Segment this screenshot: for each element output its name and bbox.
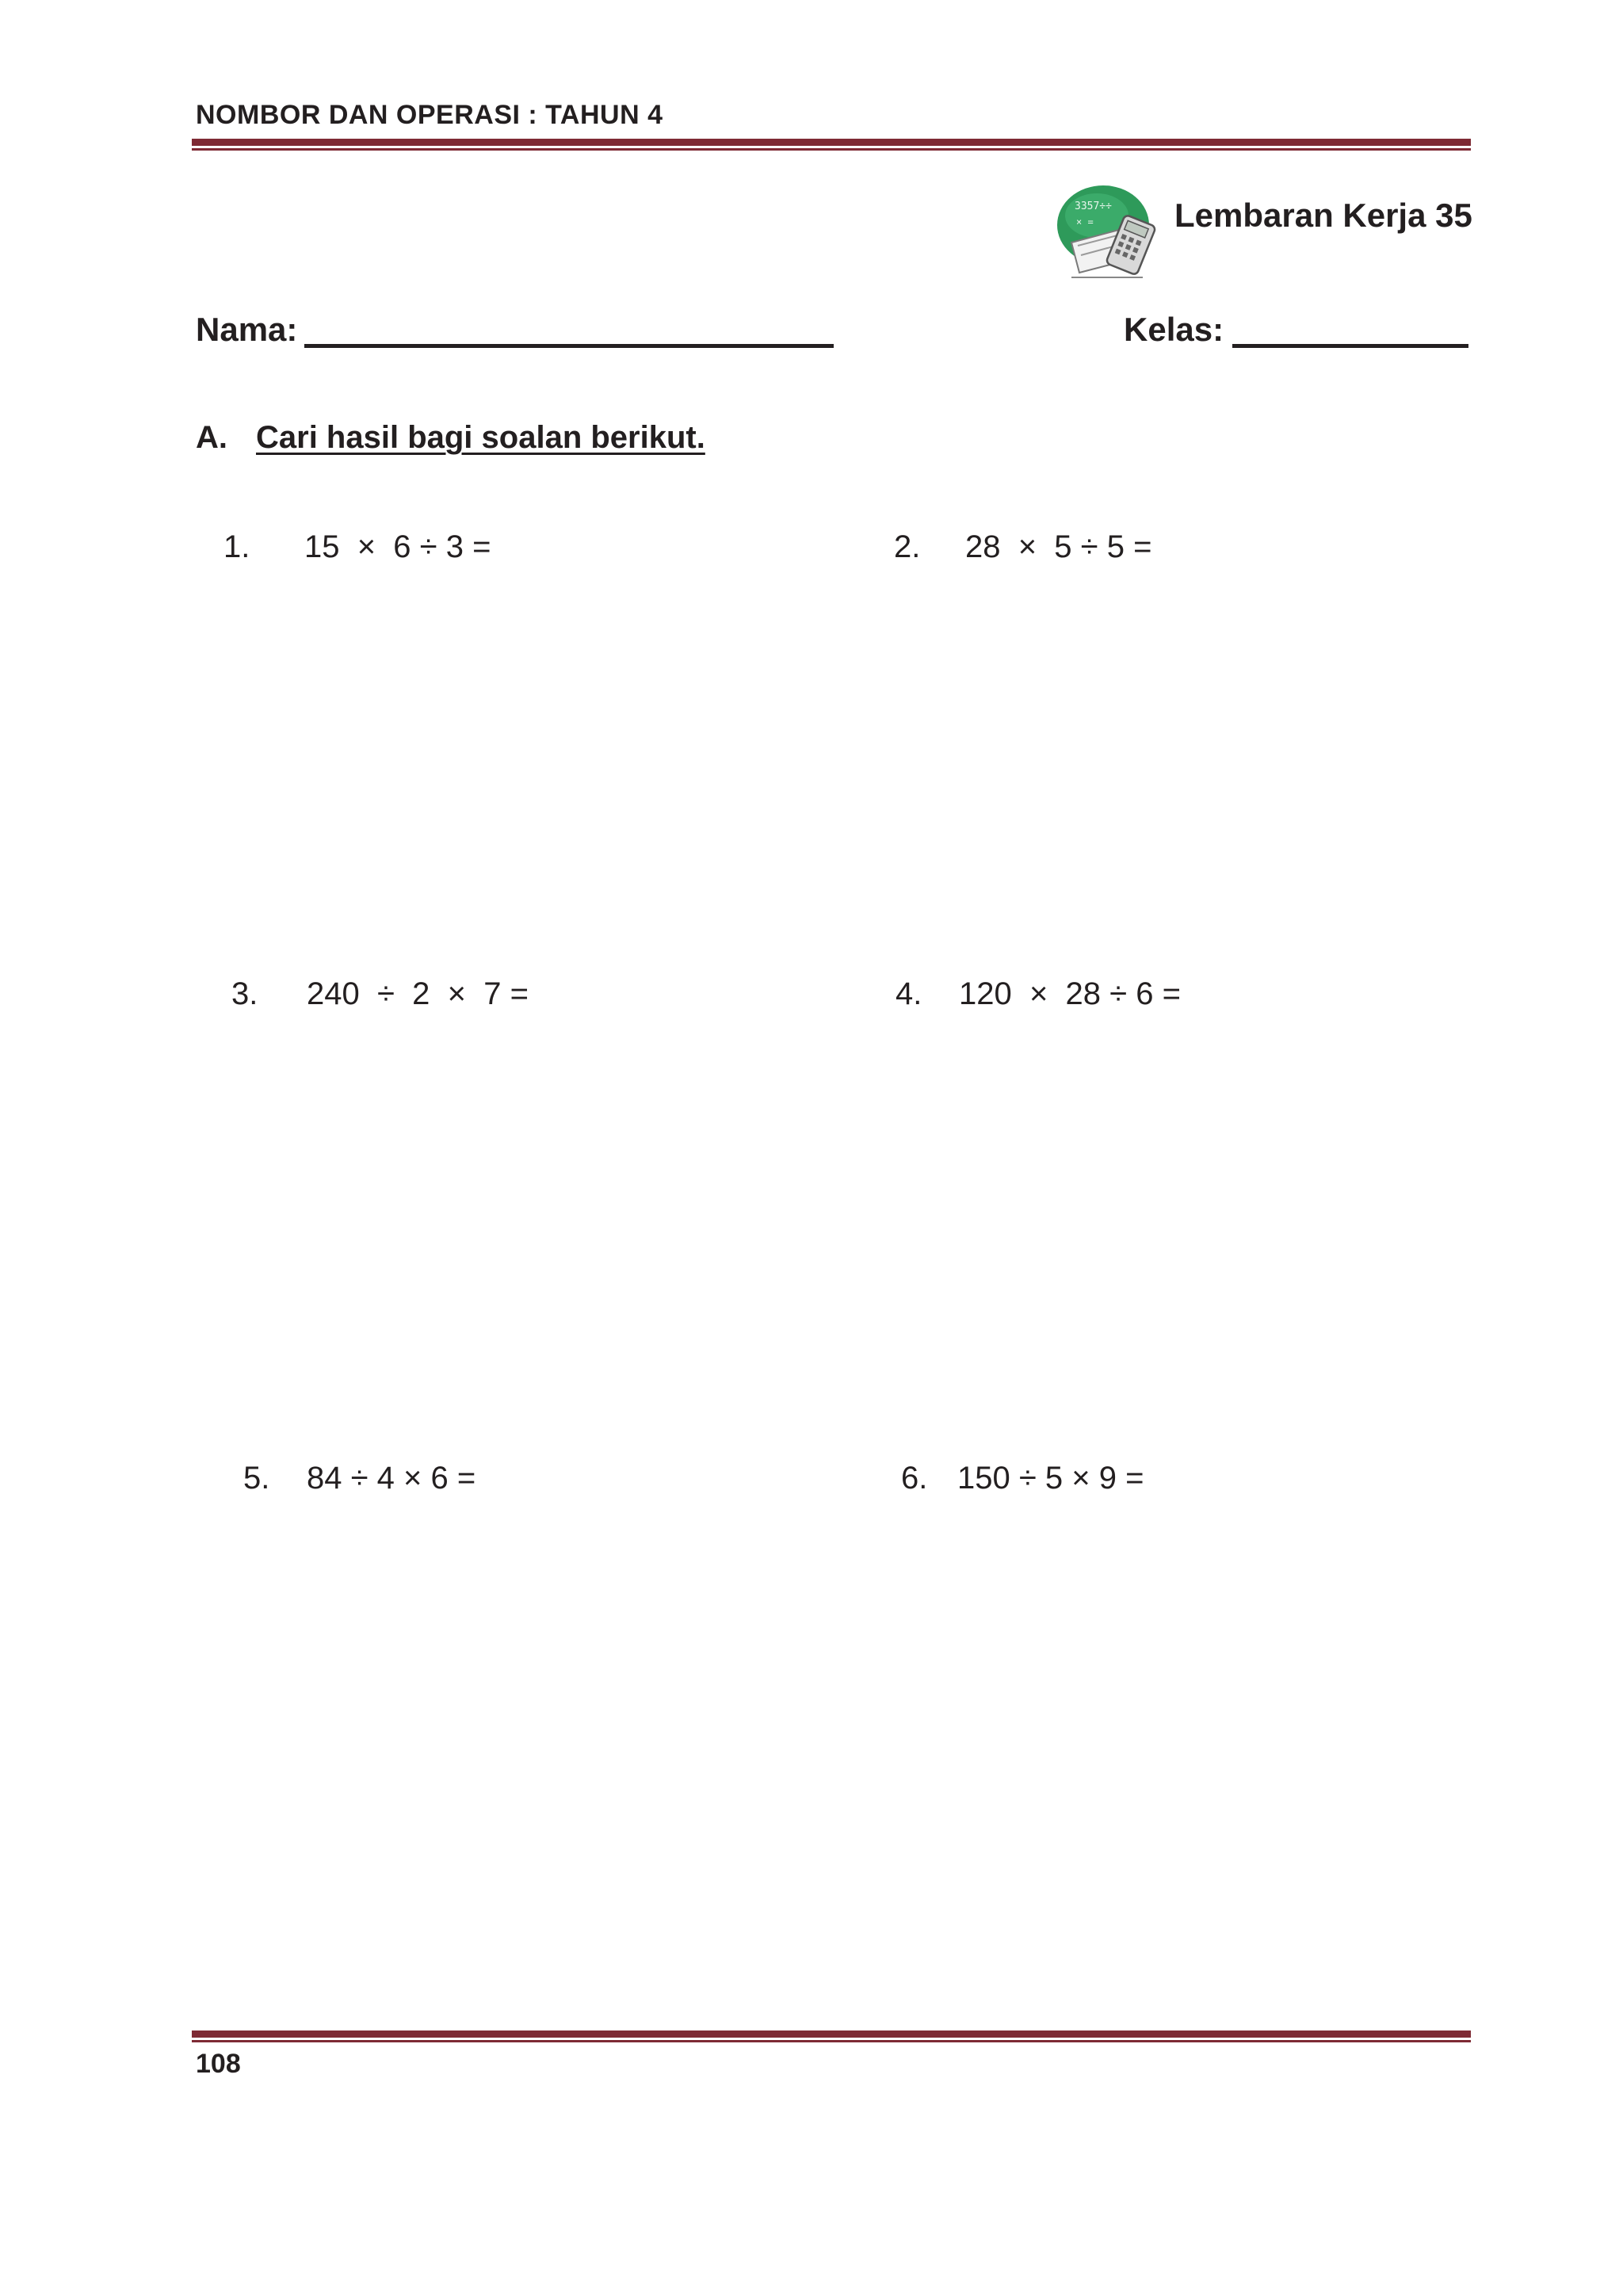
question-number: 6. [901, 1461, 928, 1496]
name-label: Nama: [196, 311, 298, 348]
question-number: 2. [894, 529, 921, 564]
question-number: 5. [243, 1461, 270, 1496]
footer-rule [192, 2030, 1471, 2042]
icon-board-text: 3357÷÷ [1075, 201, 1112, 212]
question-expression: 240 ÷ 2 × 7 = [307, 976, 529, 1011]
worksheet-title: Lembaran Kerja 35 [1174, 197, 1472, 234]
header-rule [192, 139, 1471, 151]
question-expression: 28 × 5 ÷ 5 = [965, 529, 1152, 564]
question-number: 1. [223, 529, 250, 564]
blackboard-calculator-icon [1056, 179, 1162, 284]
section-letter: A. [196, 420, 227, 455]
class-field[interactable] [1232, 344, 1468, 348]
question-number: 4. [896, 976, 922, 1011]
class-label: Kelas: [1124, 311, 1224, 348]
page-number: 108 [196, 2049, 241, 2079]
name-field[interactable] [304, 344, 834, 348]
question-expression: 120 × 28 ÷ 6 = [959, 976, 1181, 1011]
question-expression: 15 × 6 ÷ 3 = [304, 529, 491, 564]
question-expression: 84 ÷ 4 × 6 = [307, 1461, 476, 1496]
question-expression: 150 ÷ 5 × 9 = [957, 1461, 1144, 1496]
question-number: 3. [231, 976, 258, 1011]
svg-text:× =: × = [1076, 216, 1094, 227]
section-instruction: Cari hasil bagi soalan berikut. [256, 420, 705, 455]
running-title: NOMBOR DAN OPERASI : TAHUN 4 [196, 100, 663, 130]
